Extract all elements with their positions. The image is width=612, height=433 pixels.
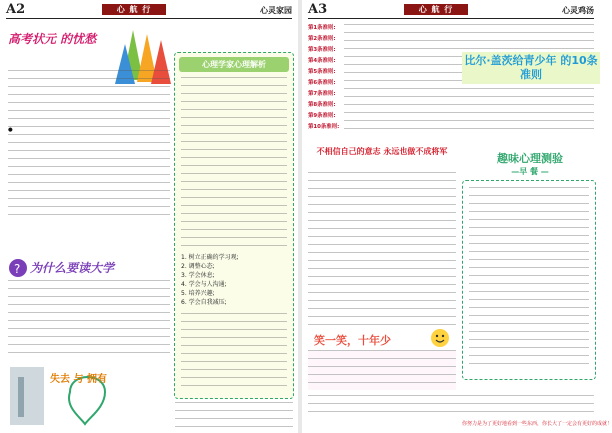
tip-item: 5. 培养兴趣; — [181, 290, 215, 297]
rule-item: 第8条准则: — [308, 102, 336, 108]
right-header — [308, 2, 594, 19]
bill-gates-headline: 比尔·盖茨给青少年 的10条准则 — [462, 52, 600, 84]
brand-label: 心 航 行 — [102, 4, 166, 15]
footer-note: 你努力是为了更好地看到一些东西，你长大了一定会有更好的成就！ — [462, 421, 612, 427]
tip-item: 1. 树立正确的学习观; — [181, 254, 239, 261]
motto-body — [308, 172, 456, 327]
rule-item: 第2条准则: — [308, 36, 336, 42]
tips-list — [181, 253, 287, 307]
article-title-2: 为什么要读大学 — [30, 261, 115, 275]
section-title: 心灵鸡汤 — [562, 6, 594, 15]
page-number: A2 — [6, 2, 26, 17]
joke-body — [308, 350, 456, 390]
brand-label: 心 航 行 — [404, 4, 468, 15]
rule-item: 第5条准则: — [308, 69, 336, 75]
tip-item: 4. 学会与人沟通; — [181, 281, 227, 288]
article-title-1: 高考状元 的忧愁 — [8, 32, 97, 46]
joke-title: 笑一笑，十年少 — [314, 334, 391, 347]
rule-item: 第3条准则: — [308, 47, 336, 53]
page-number: A3 — [308, 2, 328, 17]
tip-item: 2. 调整心态; — [181, 263, 215, 270]
rule-item: 第4条准则: — [308, 58, 336, 64]
bottom-body — [308, 395, 594, 417]
article-1-body — [8, 70, 170, 220]
rule-item: 第6条准则: — [308, 80, 336, 86]
motto-text: 不相信自己的意志 永远也做不成将军 — [316, 147, 448, 156]
question-badge-icon — [8, 258, 28, 278]
rule-item: 第9条准则: — [308, 113, 336, 119]
section-title: 心灵家园 — [260, 6, 292, 15]
quiz-body — [469, 187, 589, 371]
left-page — [0, 0, 298, 433]
rule-item: 第10条准则: — [308, 124, 340, 130]
right-page — [302, 0, 612, 433]
box-body-2 — [181, 313, 287, 393]
psych-analysis-box — [174, 52, 294, 399]
rule-item: 第7条准则: — [308, 91, 336, 97]
box-body — [181, 77, 287, 247]
smiley-icon — [430, 328, 450, 348]
motto-box — [308, 140, 456, 170]
left-header — [6, 2, 292, 19]
quiz-corner-subtitle: —早 餐 — — [511, 167, 549, 176]
tip-item: 6. 学会自我减压; — [181, 299, 227, 306]
bottom-note — [175, 402, 293, 430]
rule-item: 第1条准则: — [308, 25, 336, 31]
svg-text:?: ? — [14, 262, 21, 276]
quiz-box — [462, 180, 596, 380]
caption-lose-gain: 失去 与 拥有 — [50, 374, 107, 385]
box-title: 心理学家心理解析 — [179, 57, 289, 72]
tip-item: 3. 学会休息; — [181, 272, 215, 279]
article-1-subhead: ● — [8, 127, 13, 133]
quiz-corner-title: 趣味心理测验 — [497, 152, 563, 165]
article-2-body — [8, 280, 170, 360]
